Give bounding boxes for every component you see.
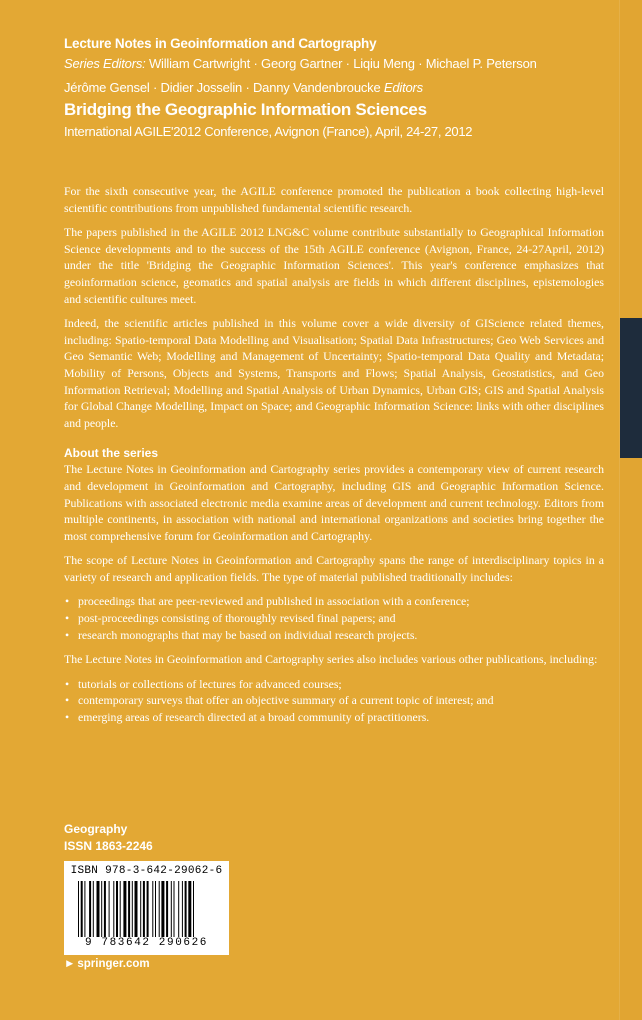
volume-editors-label: Editors xyxy=(383,80,423,95)
barcode-number: 9 783642 290626 xyxy=(84,937,209,949)
list-item: • emerging areas of research directed at a broad community of practitioners. xyxy=(64,709,604,726)
issn-label: ISSN 1863-2246 xyxy=(64,839,153,853)
publications-list xyxy=(64,676,604,726)
blurb-paragraph-2: The papers published in the AGILE 2012 LNG&C volume contribute substantially to Geographical Information Science developments and to the success of the 15th AGILE conference (Avignon, France, 24-27April, 2012) under the title 'Bridging the Geographic Information Sciences'. This year's conference emphasizes that geoinformation science, geomatics and spatial analysis are fields in which different disciplines, epistemologies and scientific cultures meet. xyxy=(64,225,604,306)
series-editors-names: William Cartwright · Georg Gartner · Liqiu Meng · Michael P. Peterson xyxy=(148,56,537,71)
barcode xyxy=(64,861,229,955)
volume-editors xyxy=(64,78,604,98)
list-item: • tutorials or collections of lectures for advanced courses; xyxy=(64,676,604,693)
series-editors xyxy=(64,54,604,74)
publisher-url: springer.com xyxy=(77,958,150,970)
spine-divider xyxy=(619,0,620,1020)
about-paragraph-1: The Lecture Notes in Geoinformation and Cartography series provides a contemporary view of current research and development in Geoinformation and Cartography, including GIS and Geographic Information Science. Publications with associated electronic media examine areas of development and current technology. Editors from multiple continents, in association with national and international organizations and societies bring together the most comprehensive forum for Geoinformation and Cartography. xyxy=(64,462,604,543)
spine-color-block xyxy=(620,318,642,458)
blurb-paragraph-1: For the sixth consecutive year, the AGILE conference promoted the publication a book collecting high-level scientific contributions from unpublished fundamental scientific research. xyxy=(64,184,604,215)
about-series-heading: About the series xyxy=(64,446,159,461)
book-title: Bridging the Geographic Information Sciences xyxy=(64,100,427,119)
publisher-link[interactable] xyxy=(64,958,150,970)
about-paragraph-3: The Lecture Notes in Geoinformation and Cartography series also includes various other publications, including: xyxy=(64,652,598,667)
about-paragraph-2: The scope of Lecture Notes in Geoinformation and Cartography spans the range of interdisciplinary topics in a variety of research and application fields. The type of material published traditionally includes: xyxy=(64,553,604,584)
cover-header xyxy=(64,34,604,142)
subject-label: Geography xyxy=(64,822,128,836)
series-title: Lecture Notes in Geoinformation and Cartography xyxy=(64,36,377,51)
book-subtitle: International AGILE'2012 Conference, Avignon (France), April, 24-27, 2012 xyxy=(64,124,473,139)
list-item: • research monographs that may be based on individual research projects. xyxy=(64,627,604,644)
isbn-label: ISBN 978-3-642-29062-6 xyxy=(70,865,223,877)
spine xyxy=(620,0,642,1020)
blurb-paragraph-3: Indeed, the scientific articles published in this volume cover a wide diversity of GIScience related themes, including: Spatio-temporal Data Modelling and Visualisation; Spatial Data Infrastructures; Geo Web Services and Geo Semantic Web; Modelling and Management of Uncertainty; Spatio-temporal Data Quality and Metadata; Mobility of Persons, Objects and Systems, Transports and Flows; Spatial Analysis, Geostatistics, and Geo Information Retrieval; Modelling and Spatial Analysis of Urban Dynamics, Urban GIS; GIS and Spatial Analysis for Global Change Modelling, Impact on Space; and Geographic Information Science: links with other disciplines and people. xyxy=(64,316,604,430)
cover-footer xyxy=(64,821,153,855)
blurb xyxy=(64,183,604,734)
barcode-bars xyxy=(78,881,220,937)
volume-editors-names: Jérôme Gensel · Didier Josselin · Danny Vandenbroucke xyxy=(64,80,381,95)
list-item: • contemporary surveys that offer an objective summary of a current topic of interest; and xyxy=(64,692,604,709)
material-list xyxy=(64,593,604,643)
list-item: • post-proceedings consisting of thoroughly revised final papers; and xyxy=(64,610,604,627)
list-item: • proceedings that are peer-reviewed and published in association with a conference; xyxy=(64,593,604,610)
arrow-icon: ► xyxy=(64,958,76,970)
series-editors-label: Series Editors: xyxy=(64,56,146,71)
